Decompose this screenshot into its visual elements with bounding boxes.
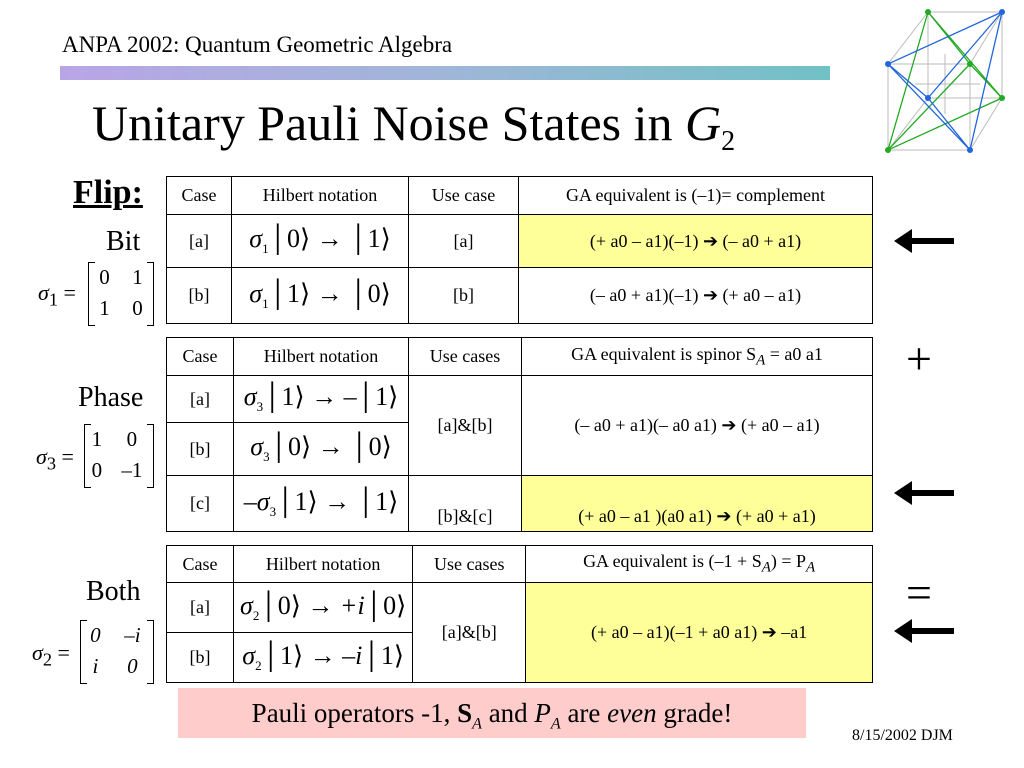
use-cell: [a]&[b] [409, 376, 522, 476]
matrix-cell: 0 [91, 458, 103, 482]
table-row [167, 583, 873, 633]
slide-title [92, 94, 735, 158]
ga-cell: (– a0 + a1)(–1) ➔ (+ a0 – a1) [519, 268, 873, 324]
accent-bar [60, 66, 830, 80]
sigma-symbol: σ [38, 280, 49, 305]
sigma-subscript: 1 [262, 241, 269, 257]
hilbert-cell: $\sigma_3│1⟩$ → –│1⟩ [234, 376, 409, 423]
hilbert-cell: $-\sigma_3│1⟩$ → │1⟩ [234, 476, 409, 532]
column-header: Hilbert notation [234, 546, 413, 583]
sign-prefix: +i [339, 590, 365, 620]
case-cell: [b] [167, 423, 234, 476]
note-p: P [534, 698, 551, 728]
phase-matrix-label: $\sigma_3$ = [36, 444, 74, 474]
ket-from: 1 [294, 486, 308, 516]
column-header [526, 546, 873, 583]
matrix-cell: 0 [127, 654, 138, 678]
header-subscript: A [756, 352, 766, 369]
column-header: Case [167, 546, 234, 583]
sigma-symbol: σ [256, 486, 270, 516]
ga-cell: (+ a0 – a1 )(a0 a1) ➔ (+ a0 + a1) [522, 476, 873, 532]
footnote-box [178, 688, 806, 738]
table-row [167, 376, 873, 423]
table-row [167, 268, 873, 324]
column-header: Use case [409, 177, 519, 215]
header-text: = a0 a1 [765, 343, 823, 364]
note-text: are [560, 698, 608, 728]
phase-matrix [84, 424, 154, 486]
ga-cell: (– a0 + a1)(– a0 a1) ➔ (+ a0 – a1) [522, 376, 873, 476]
note-subscript: A [550, 715, 561, 733]
hilbert-cell: $\sigma_1│0⟩$ → │1⟩ [232, 215, 409, 268]
hilbert-cell: $\sigma_1│1⟩$ → │0⟩ [232, 268, 409, 324]
ga-cell: (+ a0 – a1)(–1) ➔ (– a0 + a1) [519, 215, 873, 268]
column-header: GA equivalent is (–1)= complement [519, 177, 873, 215]
slide-title-text: Unitary Pauli Noise States in [92, 95, 685, 151]
ket-to: 1 [375, 486, 389, 516]
table-row [167, 215, 873, 268]
table-row [167, 476, 873, 532]
sign-prefix: – [343, 382, 357, 412]
case-cell: [a] [167, 215, 232, 268]
sigma-subscript: 3 [256, 399, 264, 415]
phase-label: Phase [78, 382, 144, 413]
slide-title-subscript: 2 [721, 126, 736, 157]
header-title: ANPA 2002: Quantum Geometric Algebra [62, 32, 453, 57]
ket-from: 1 [287, 278, 300, 308]
use-cell: [a]&[b] [413, 583, 526, 683]
sigma-subscript: 1 [262, 296, 269, 312]
case-cell: [b] [167, 268, 232, 324]
column-header: Case [167, 177, 232, 215]
bit-table [166, 176, 873, 324]
header-text: GA equivalent is spinor S [571, 343, 757, 364]
use-cell: [a] [409, 215, 519, 268]
matrix-cell: 0 [99, 265, 110, 289]
sigma-symbol: σ [243, 382, 257, 412]
column-header: Case [167, 338, 234, 376]
both-table [166, 545, 873, 683]
left-arrow-icon [908, 238, 954, 244]
matrix-cell: 0 [132, 296, 143, 320]
sigma-symbol: σ [240, 590, 253, 620]
both-matrix-label: $\sigma_2$ = [32, 640, 70, 670]
sigma-symbol: σ [249, 278, 263, 308]
ket-from: 1 [280, 640, 294, 670]
sigma-subscript: 2 [252, 608, 260, 624]
equals-symbol: = [906, 567, 932, 618]
column-header: Hilbert notation [232, 177, 409, 215]
bit-matrix-label: $\sigma_1$ = [38, 280, 76, 310]
sigma-subscript: 1 [48, 289, 59, 310]
sigma-symbol: σ [36, 444, 47, 469]
sigma-subscript: 2 [255, 658, 262, 674]
hilbert-cell: $\sigma_3│0⟩$ → │0⟩ [234, 423, 409, 476]
bit-matrix [88, 262, 154, 324]
cube-diagram-icon [880, 4, 1008, 156]
flip-label: Flip: [73, 174, 143, 211]
note-s: S [457, 698, 473, 728]
header-text: ) = P [770, 551, 807, 572]
matrix-cell: i [92, 654, 99, 678]
ket-to: 1 [380, 640, 394, 670]
left-arrow-icon [908, 490, 954, 496]
ket-from: 1 [281, 382, 295, 412]
use-cell: [b]&[c] [409, 476, 522, 532]
matrix-cell: 0 [126, 427, 138, 451]
hilbert-cell: $\sigma_2│1⟩$ → –i│1⟩ [234, 633, 413, 683]
column-header [522, 338, 873, 376]
column-header: Use cases [409, 338, 522, 376]
note-text: Pauli operators -1, [251, 698, 458, 728]
plus-symbol: + [906, 333, 932, 384]
slide-title-g: G [685, 95, 722, 151]
sigma-symbol: σ [242, 640, 256, 670]
sign-prefix: – [243, 486, 257, 516]
header-text: GA equivalent is (–1 + S [583, 551, 762, 572]
sigma-subscript: 2 [42, 649, 53, 670]
hilbert-cell: $\sigma_2│0⟩$ → +i│0⟩ [234, 583, 413, 633]
ga-cell: (+ a0 – a1)(–1 + a0 a1) ➔ –a1 [526, 583, 873, 683]
sign-prefix: –i [342, 640, 363, 670]
both-label: Both [86, 576, 141, 607]
ket-to: 0 [368, 432, 382, 462]
note-subscript: A [472, 715, 482, 733]
ket-to: 1 [375, 382, 389, 412]
matrix-cell: 1 [99, 296, 110, 320]
bit-label: Bit [106, 226, 141, 257]
matrix-cell: 0 [90, 623, 101, 647]
sigma-symbol: σ [250, 432, 264, 462]
footer-date: 8/15/2002 DJM [852, 727, 953, 744]
phase-table [166, 337, 873, 532]
sigma-subscript: 3 [269, 504, 277, 520]
note-even: even [607, 698, 657, 728]
ket-from: 0 [277, 590, 291, 620]
sigma-symbol: σ [32, 640, 43, 665]
case-cell: [c] [167, 476, 234, 532]
matrix-cell: –i [124, 623, 141, 647]
case-cell: [a] [167, 376, 234, 423]
ket-to: 1 [367, 224, 381, 254]
ket-to: 0 [383, 590, 397, 620]
header-subscript: A [806, 559, 816, 576]
case-cell: [a] [167, 583, 234, 633]
matrix-cell: 1 [91, 427, 103, 451]
column-header: Use cases [413, 546, 526, 583]
matrix-cell: –1 [121, 458, 143, 482]
left-arrow-icon [908, 628, 954, 634]
sigma-subscript: 3 [263, 449, 270, 465]
case-cell: [b] [167, 633, 234, 683]
use-cell: [b] [409, 268, 519, 324]
ket-from: 0 [287, 224, 300, 254]
sigma-symbol: σ [249, 224, 263, 254]
note-text: and [481, 698, 535, 728]
both-matrix [80, 620, 154, 682]
matrix-cell: 1 [132, 265, 143, 289]
sigma-subscript: 3 [46, 453, 57, 474]
ket-to: 0 [367, 278, 381, 308]
note-text: grade! [656, 698, 733, 728]
ket-from: 0 [288, 432, 301, 462]
header-subscript: A [761, 559, 771, 576]
column-header: Hilbert notation [234, 338, 409, 376]
